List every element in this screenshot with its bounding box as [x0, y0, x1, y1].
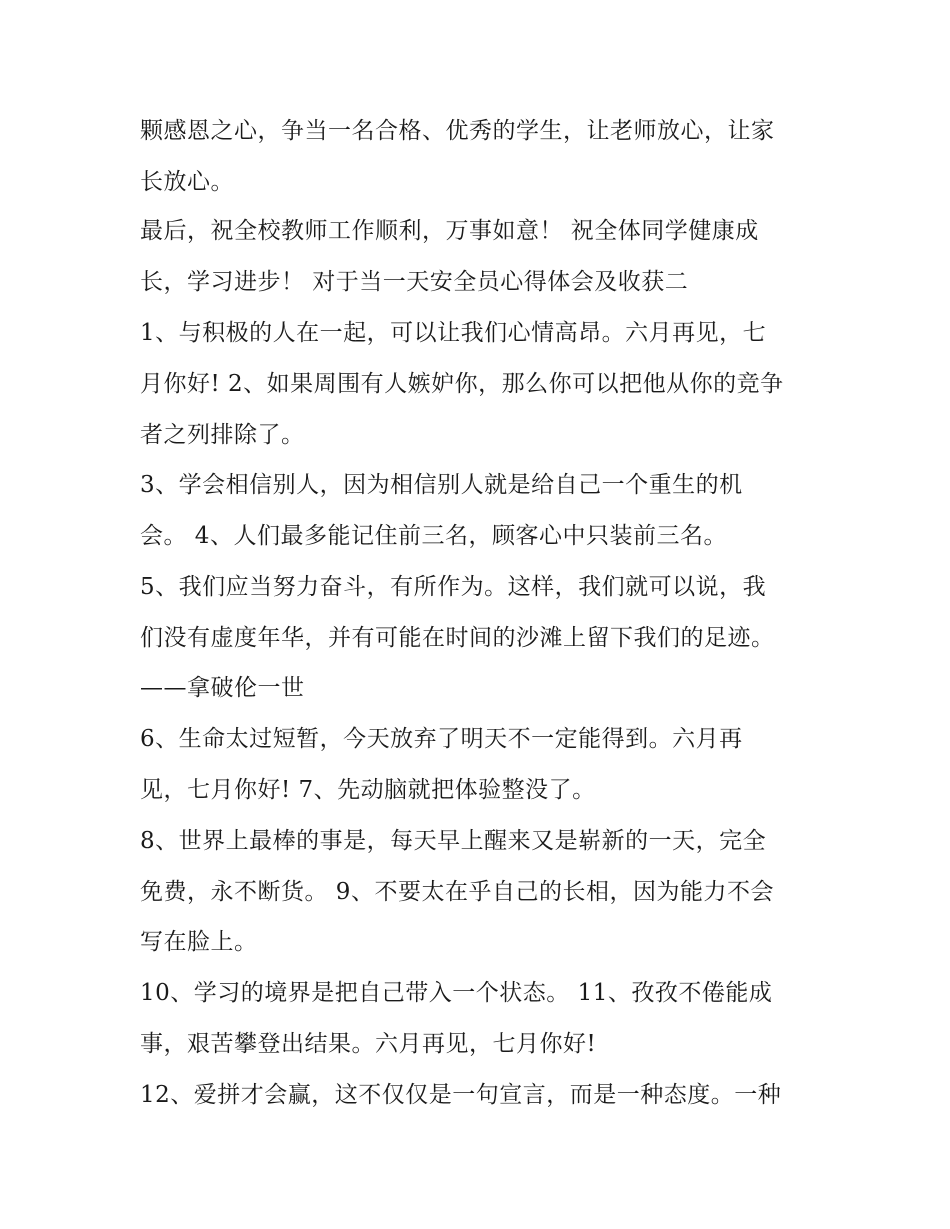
text-line: 见，七月你好! 7、先动脑就把体验整没了。 [140, 777, 596, 803]
text-line: 事，艰苦攀登出结果。六月再见，七月你好! [140, 1031, 597, 1057]
text-line: 月你好! 2、如果周围有人嫉妒你，那么你可以把他从你的竞争 [140, 371, 784, 397]
text-line: 颗感恩之心，争当一名合格、优秀的学生，让老师放心，让家 [140, 118, 775, 144]
text-line: 1、与积极的人在一起，可以让我们心情高昂。六月再见，七 [140, 320, 767, 346]
text-line: 10、学习的境界是把自己带入一个状态。 11、孜孜不倦能成 [140, 980, 773, 1006]
text-line: 们没有虚度年华，并有可能在时间的沙滩上留下我们的足迹。 [140, 625, 775, 651]
text-line: 者之列排除了。 [140, 422, 305, 448]
text-line: 3、学会相信别人，因为相信别人就是给自己一个重生的机 [140, 472, 743, 498]
text-line: 免费，永不断货。 9、不要太在乎自己的长相，因为能力不会 [140, 879, 774, 905]
text-line: ——拿破伦一世 [140, 675, 305, 701]
text-line: 会。 4、人们最多能记住前三名，顾客心中只装前三名。 [140, 523, 727, 549]
text-line: 8、世界上最棒的事是，每天早上醒来又是崭新的一天，完全 [140, 828, 767, 854]
text-line: 6、生命太过短暂，今天放弃了明天不一定能得到。六月再 [140, 726, 743, 752]
text-line: 长，学习进步！ 对于当一天安全员心得体会及收获二 [140, 269, 689, 295]
text-line: 5、我们应当努力奋斗，有所作为。这样，我们就可以说，我 [140, 574, 767, 600]
text-line: 最后，祝全校教师工作顺利，万事如意！ 祝全体同学健康成 [140, 218, 759, 244]
text-line: 长放心。 [140, 169, 234, 195]
text-line: 12、爱拼才会赢，这不仅仅是一句宣言，而是一种态度。一种 [140, 1082, 782, 1108]
text-line: 写在脸上。 [140, 929, 258, 955]
